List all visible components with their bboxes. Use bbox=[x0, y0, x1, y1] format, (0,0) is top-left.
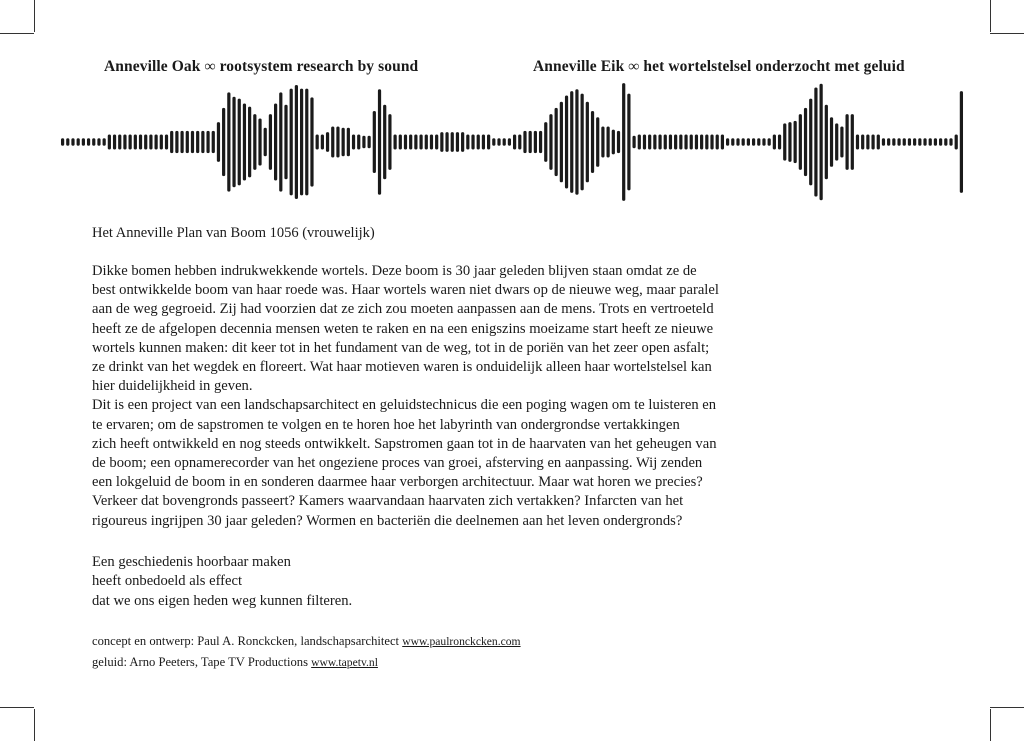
body-line: hier duidelijkheid in geven. bbox=[92, 378, 253, 395]
waveform-bar bbox=[622, 83, 625, 201]
waveform-bar bbox=[461, 132, 464, 152]
waveform-bar bbox=[778, 135, 781, 150]
waveform-bar bbox=[820, 84, 823, 201]
waveform-bar bbox=[357, 135, 360, 150]
waveform-bar bbox=[638, 135, 641, 150]
waveform-bar bbox=[757, 138, 760, 145]
waveform-bar bbox=[788, 122, 791, 162]
waveform-bar bbox=[799, 114, 802, 170]
waveform-bar bbox=[560, 102, 563, 183]
body-line: Dikke bomen hebben indrukwekkende wortels. Deze boom is 30 jaar geleden blijven staan omdat ze de bbox=[92, 263, 697, 279]
waveform-bar bbox=[97, 138, 100, 145]
waveform-bar bbox=[586, 102, 589, 183]
body-line: een lokgeluid de boom in en sonderen daarmee haar verborgen architectuur. Maar wat horen we precies? bbox=[92, 474, 703, 491]
waveform-bar bbox=[892, 138, 895, 145]
waveform-bar bbox=[331, 127, 334, 158]
waveform-bar bbox=[269, 114, 272, 170]
waveform-bar bbox=[929, 138, 932, 145]
waveform-bar bbox=[175, 131, 178, 153]
waveform-bar bbox=[887, 138, 890, 145]
waveform-bar bbox=[877, 135, 880, 150]
waveform-bar bbox=[295, 85, 298, 199]
waveform-bar bbox=[939, 138, 942, 145]
website-link-paulronckcken[interactable]: www.paulronckcken.com bbox=[402, 635, 521, 648]
waveform-bar bbox=[274, 104, 277, 181]
waveform-bar bbox=[160, 135, 163, 150]
waveform-bar bbox=[809, 99, 812, 186]
waveform-bar bbox=[492, 138, 495, 145]
waveform-bar bbox=[539, 131, 542, 153]
waveform-bar bbox=[155, 135, 158, 150]
waveform-bar bbox=[284, 105, 287, 179]
waveform-bar bbox=[414, 135, 417, 150]
crop-mark-bottom-right-vertical bbox=[990, 709, 991, 741]
waveform-bar bbox=[534, 131, 537, 153]
waveform-bar bbox=[466, 135, 469, 150]
waveform-bar bbox=[258, 118, 261, 165]
waveform-bar bbox=[264, 128, 267, 157]
waveform-bar bbox=[456, 132, 459, 152]
waveform-bar bbox=[92, 138, 95, 145]
waveform-bar bbox=[607, 127, 610, 158]
body-line: best ontwikkelde boom van haar roede was. Haar wortels waren niet dwars op de nieuwe weg, maar paralel bbox=[92, 282, 719, 299]
body-line: heeft ze de afgelopen decennia mensen weten te raken en na een enigszins moeizame start heeft ze nieuwe bbox=[92, 320, 714, 337]
waveform-bar bbox=[82, 138, 85, 145]
waveform-bar bbox=[601, 127, 604, 158]
waveform-bar bbox=[243, 104, 246, 181]
waveform-bar bbox=[908, 138, 911, 145]
waveform-bar bbox=[310, 97, 313, 186]
waveform-bar bbox=[118, 135, 121, 150]
waveform-bar bbox=[430, 135, 433, 150]
waveform-bar bbox=[77, 138, 80, 145]
document-heading: Het Anneville Plan van Boom 1056 (vrouwelijk) bbox=[92, 225, 375, 241]
credit-concept-text: concept en ontwerp: Paul A. Ronckcken, landschapsarchitect bbox=[92, 634, 400, 648]
body-line: te ervaren; om de sapstromen te volgen en te horen hoe het labyrinth van ondergrondse vertakkingen bbox=[92, 416, 680, 433]
waveform-bar bbox=[201, 131, 204, 153]
waveform-bar bbox=[238, 99, 241, 186]
waveform-bar bbox=[835, 123, 838, 160]
waveform-bar bbox=[866, 135, 869, 150]
waveform-bar bbox=[326, 132, 329, 152]
waveform-bar bbox=[518, 135, 521, 150]
waveform-bar bbox=[508, 138, 511, 145]
poem-line: heeft onbedoeld als effect bbox=[92, 573, 243, 590]
waveform-bar bbox=[861, 135, 864, 150]
waveform-bar bbox=[632, 136, 635, 148]
waveform-bar bbox=[451, 132, 454, 152]
waveform-bar bbox=[300, 89, 303, 196]
waveform-bar bbox=[840, 127, 843, 158]
waveform-bar bbox=[108, 135, 111, 150]
waveform-bar bbox=[321, 135, 324, 150]
crop-mark-bottom-left-vertical bbox=[34, 709, 35, 741]
waveform-bar bbox=[373, 111, 376, 173]
crop-mark-bottom-right-horizontal bbox=[990, 707, 1024, 708]
waveform-bar bbox=[882, 138, 885, 145]
waveform-bar bbox=[290, 89, 293, 196]
waveform-bar bbox=[555, 108, 558, 176]
waveform-bar bbox=[944, 138, 947, 145]
waveform-bar bbox=[679, 135, 682, 150]
body-line: wortels kunnen maken: dit keer tot in het fundament van de weg, tot in de poriën van het zeer open asfalt; bbox=[92, 339, 710, 356]
waveform-bar bbox=[648, 135, 651, 150]
waveform-bar bbox=[513, 135, 516, 150]
body-line: zich heeft ontwikkeld en nog steeds ontwikkelt. Sapstromen gaan tot in de haarvaten van het geheugen van bbox=[92, 435, 717, 452]
waveform-bar bbox=[144, 135, 147, 150]
credits bbox=[92, 631, 521, 673]
waveform-bar bbox=[212, 131, 215, 153]
waveform-bar bbox=[825, 105, 828, 179]
waveform-bar bbox=[960, 91, 963, 193]
waveform-bar bbox=[674, 135, 677, 150]
body-line: de boom; een opnamerecorder van het ongeziene proces van groei, afsterving en aanpassing. Wij zenden bbox=[92, 455, 703, 472]
waveform-bar bbox=[695, 135, 698, 150]
body-line: Dit is een project van een landschapsarchitect en geluidstechnicus die een poging wagen om te luisteren en bbox=[92, 397, 717, 414]
waveform-bar bbox=[445, 132, 448, 152]
waveform-bar bbox=[487, 135, 490, 150]
sound-waveform bbox=[60, 80, 964, 204]
waveform-bar bbox=[918, 138, 921, 145]
waveform-bar bbox=[845, 114, 848, 170]
waveform-bar bbox=[383, 105, 386, 179]
waveform-bar bbox=[342, 128, 345, 157]
waveform-bar bbox=[856, 135, 859, 150]
waveform-bar bbox=[804, 108, 807, 176]
waveform-bar bbox=[814, 87, 817, 196]
waveform-bar bbox=[913, 138, 916, 145]
title-dutch: Anneville Eik ∞ het wortelstelsel onderzocht met geluid bbox=[533, 58, 905, 75]
waveform-bar bbox=[923, 138, 926, 145]
waveform-bar bbox=[664, 135, 667, 150]
body-text bbox=[92, 262, 792, 531]
waveform-bar bbox=[851, 114, 854, 170]
waveform-bar bbox=[378, 89, 381, 194]
waveform-bar bbox=[388, 114, 391, 170]
crop-mark-top-left-horizontal bbox=[0, 33, 34, 34]
waveform-bar bbox=[352, 135, 355, 150]
waveform-bar bbox=[61, 138, 64, 145]
waveform-bar bbox=[705, 135, 708, 150]
waveform-bar bbox=[783, 123, 786, 160]
waveform-bar bbox=[222, 108, 225, 176]
waveform-bar bbox=[497, 138, 500, 145]
waveform-bar bbox=[653, 135, 656, 150]
waveform-bar bbox=[643, 135, 646, 150]
waveform-bar bbox=[440, 132, 443, 152]
waveform-bar bbox=[227, 92, 230, 191]
waveform-bar bbox=[544, 122, 547, 162]
waveform-bar bbox=[435, 135, 438, 150]
waveform-bar bbox=[149, 135, 152, 150]
waveform-bar bbox=[477, 135, 480, 150]
waveform-bar bbox=[700, 135, 703, 150]
waveform-bar bbox=[248, 107, 251, 178]
waveform-bar bbox=[955, 135, 958, 150]
waveform-bar bbox=[762, 138, 765, 145]
waveform-bar bbox=[139, 135, 142, 150]
body-line: aan de weg gegroeid. Zij had voorzien dat ze zich zou moeten aanpassen aan de mens. Trots en vertroeteld bbox=[92, 301, 714, 318]
waveform-bar bbox=[529, 131, 532, 153]
waveform-bar bbox=[471, 135, 474, 150]
waveform-bar bbox=[409, 135, 412, 150]
waveform-bar bbox=[503, 138, 506, 145]
waveform-bar bbox=[549, 114, 552, 170]
waveform-bar bbox=[217, 122, 220, 162]
waveform-bar bbox=[669, 135, 672, 150]
waveform-bar bbox=[232, 97, 235, 188]
waveform-bar bbox=[482, 135, 485, 150]
body-line: ze drinkt van het wegdek en floreert. Wat haar motieven waren is onduidelijk alleen haar wortelstelsel kan bbox=[92, 359, 712, 376]
credit-sound bbox=[92, 652, 521, 673]
waveform-bar bbox=[591, 111, 594, 173]
waveform-bar bbox=[180, 131, 183, 153]
waveform-bar bbox=[186, 131, 189, 153]
body-line: rigoureus ingrijpen 30 jaar geleden? Wormen en bacteriën die deelnemen aan het leven ondergronds? bbox=[92, 512, 683, 529]
waveform-bar bbox=[570, 91, 573, 193]
waveform-bar bbox=[581, 94, 584, 191]
crop-mark-top-left-vertical bbox=[34, 0, 35, 32]
waveform-bar bbox=[903, 138, 906, 145]
waveform-bar bbox=[336, 127, 339, 158]
waveform-bar bbox=[305, 89, 308, 196]
waveform-bar bbox=[684, 135, 687, 150]
waveform-bar bbox=[716, 135, 719, 150]
waveform-bar bbox=[253, 114, 256, 170]
waveform-bar bbox=[347, 128, 350, 157]
waveform-bar bbox=[71, 138, 74, 145]
waveform-bar bbox=[710, 135, 713, 150]
waveform-bar bbox=[897, 138, 900, 145]
waveform-bar bbox=[113, 135, 116, 150]
waveform-bar bbox=[191, 131, 194, 153]
credit-concept bbox=[92, 631, 521, 652]
waveform-bar bbox=[196, 131, 199, 153]
waveform-bar bbox=[752, 138, 755, 145]
waveform-bar bbox=[425, 135, 428, 150]
waveform-bar bbox=[871, 135, 874, 150]
waveform-bar bbox=[523, 131, 526, 153]
waveform-bar bbox=[129, 135, 132, 150]
waveform-bar bbox=[66, 138, 69, 145]
waveform-bar bbox=[721, 135, 724, 150]
crop-mark-bottom-left-horizontal bbox=[0, 707, 34, 708]
waveform-bar bbox=[399, 135, 402, 150]
crop-mark-top-right-vertical bbox=[990, 0, 991, 32]
waveform-bar bbox=[690, 135, 693, 150]
waveform-bar bbox=[206, 131, 209, 153]
waveform-bar bbox=[617, 131, 620, 153]
waveform-bar bbox=[368, 136, 371, 148]
waveform-bar bbox=[768, 138, 771, 145]
waveform-bar bbox=[123, 135, 126, 150]
waveform-bar bbox=[773, 135, 776, 150]
waveform-bar bbox=[103, 138, 106, 145]
poem-line: dat we ons eigen heden weg kunnen filteren. bbox=[92, 592, 353, 609]
waveform-bar bbox=[134, 135, 137, 150]
credit-sound-text: geluid: Arno Peeters, Tape TV Productions bbox=[92, 655, 308, 669]
waveform-bar bbox=[170, 131, 173, 153]
waveform-bar bbox=[419, 135, 422, 150]
poem-line: Een geschiedenis hoorbaar maken bbox=[92, 554, 291, 570]
waveform-bar bbox=[742, 138, 745, 145]
waveform-bar bbox=[362, 136, 365, 148]
waveform-bar bbox=[830, 117, 833, 167]
waveform-bar bbox=[747, 138, 750, 145]
waveform-bar bbox=[949, 138, 952, 145]
waveform-bar bbox=[731, 138, 734, 145]
poem bbox=[92, 553, 352, 611]
waveform-bar bbox=[596, 117, 599, 167]
waveform-bar bbox=[393, 135, 396, 150]
title-english: Anneville Oak ∞ rootsystem research by sound bbox=[104, 58, 419, 75]
waveform-bar bbox=[316, 135, 319, 150]
waveform-bar bbox=[794, 121, 797, 163]
waveform-bar bbox=[658, 135, 661, 150]
crop-mark-top-right-horizontal bbox=[990, 33, 1024, 34]
waveform-bar bbox=[87, 138, 90, 145]
waveform-bar bbox=[934, 138, 937, 145]
body-line: Verkeer dat bovengronds passeert? Kamers waarvandaan haarvaten zich vertakken? Infarcten van het bbox=[92, 493, 684, 510]
waveform-bar bbox=[565, 96, 568, 189]
waveform-bar bbox=[165, 135, 168, 150]
waveform-bar bbox=[736, 138, 739, 145]
waveform-bar bbox=[279, 92, 282, 191]
waveform-bar bbox=[726, 138, 729, 145]
website-link-tapetv[interactable]: www.tapetv.nl bbox=[311, 656, 378, 669]
waveform-bar bbox=[575, 89, 578, 194]
waveform-bar bbox=[404, 135, 407, 150]
waveform-bar bbox=[612, 130, 615, 155]
waveform-bar bbox=[627, 94, 630, 191]
